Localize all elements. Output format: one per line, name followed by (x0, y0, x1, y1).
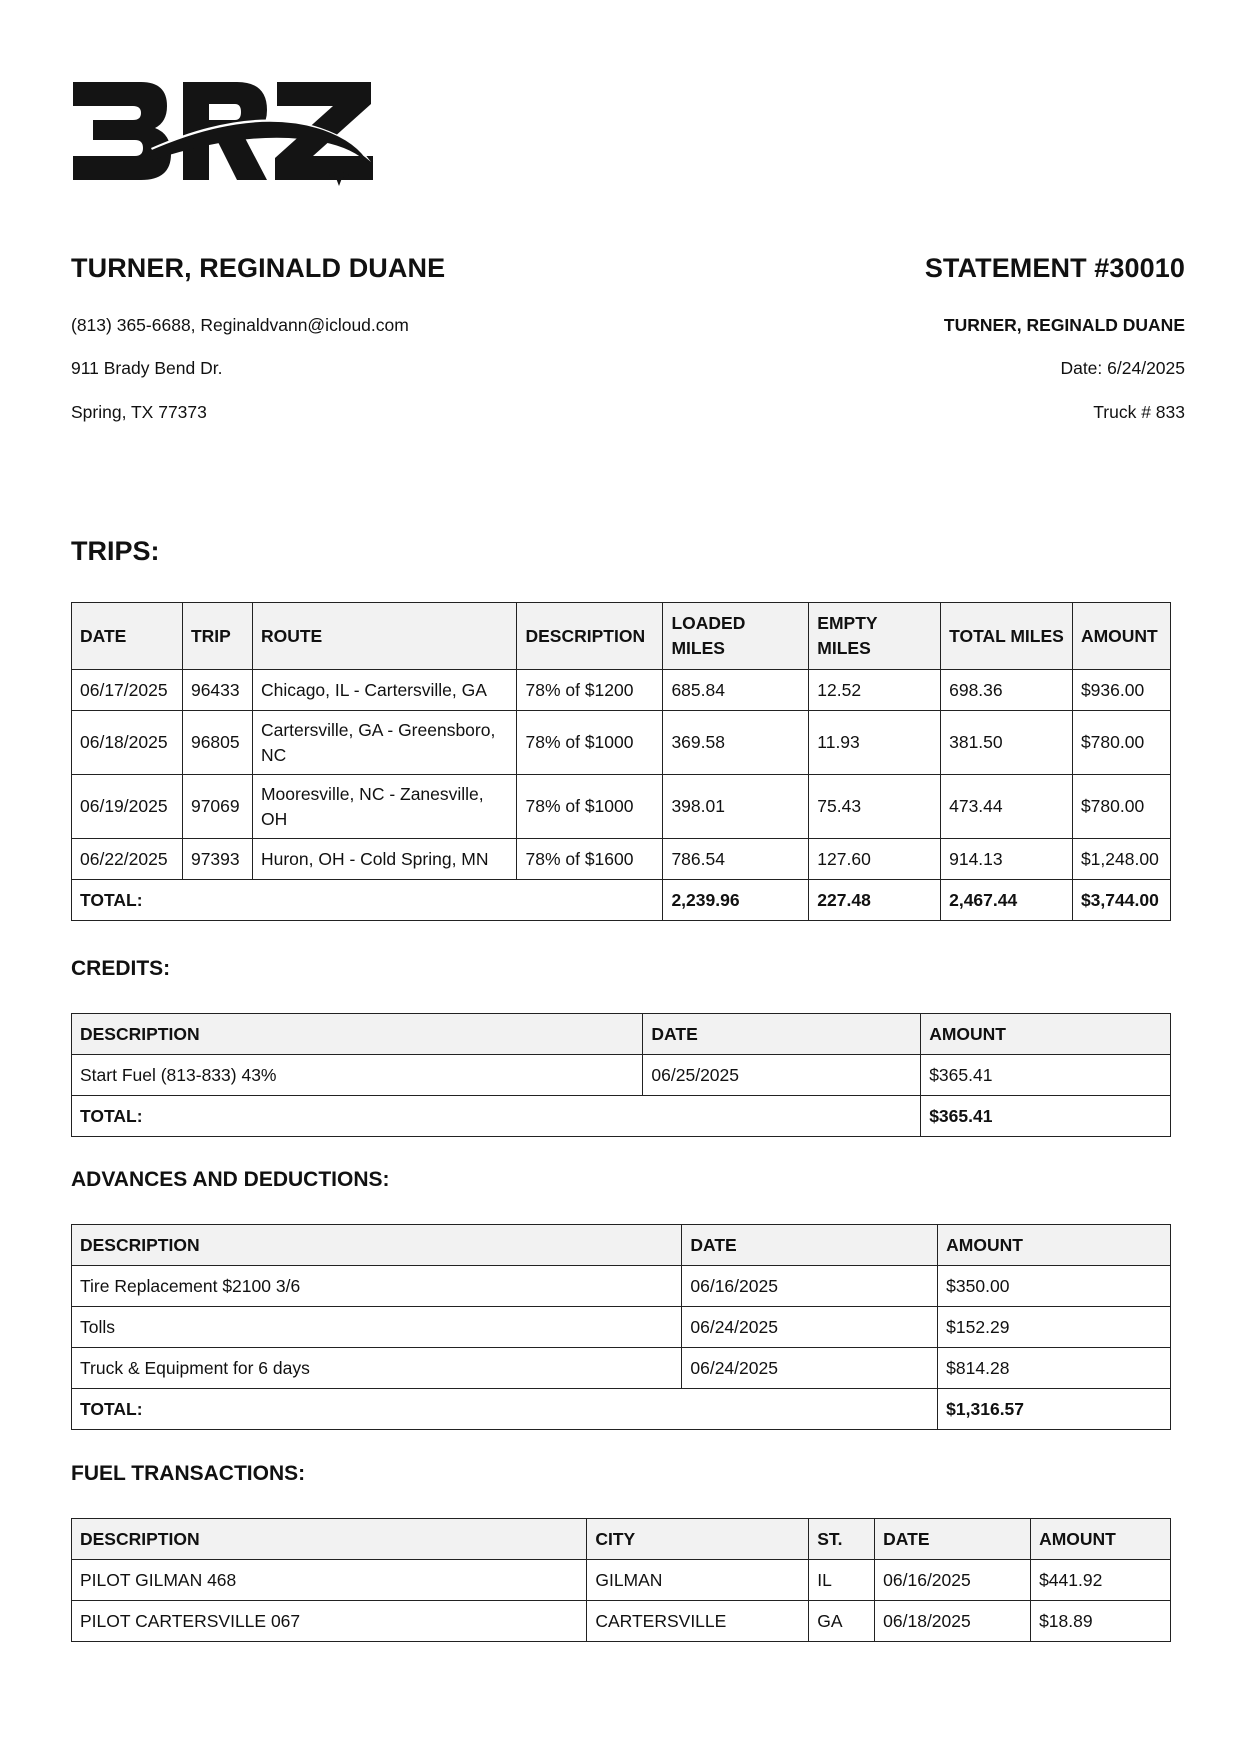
table-cell: Tolls (72, 1307, 682, 1348)
trips-table (71, 602, 1171, 921)
table-row (72, 1601, 1171, 1642)
driver-address-line1: 911 Brady Bend Dr. (71, 358, 223, 378)
table-row (72, 1560, 1171, 1601)
table-cell: Huron, OH - Cold Spring, MN (252, 839, 517, 880)
table-cell: 698.36 (941, 670, 1073, 711)
credits-table (71, 1013, 1171, 1137)
table-row (72, 1348, 1171, 1389)
table-cell: 06/16/2025 (875, 1560, 1031, 1601)
table-cell: 06/24/2025 (682, 1307, 938, 1348)
column-header: DESCRIPTION (72, 1519, 587, 1560)
table-cell: CARTERSVILLE (587, 1601, 809, 1642)
column-header: DESCRIPTION (517, 603, 663, 670)
table-cell: 96805 (182, 711, 252, 775)
table-cell: 97069 (182, 775, 252, 839)
table-cell: $936.00 (1072, 670, 1170, 711)
table-cell: $441.92 (1031, 1560, 1171, 1601)
column-header: AMOUNT (938, 1225, 1171, 1266)
advances-table (71, 1224, 1171, 1430)
table-cell: 914.13 (941, 839, 1073, 880)
table-row (72, 1266, 1171, 1307)
table-cell: 127.60 (809, 839, 941, 880)
table-header-row (72, 1225, 1171, 1266)
table-cell: 473.44 (941, 775, 1073, 839)
total-amount: $365.41 (921, 1096, 1171, 1137)
table-cell: 11.93 (809, 711, 941, 775)
table-cell: $365.41 (921, 1055, 1171, 1096)
table-cell: Start Fuel (813-833) 43% (72, 1055, 643, 1096)
total-row (72, 1389, 1171, 1430)
table-cell: 06/22/2025 (72, 839, 183, 880)
table-cell: 06/16/2025 (682, 1266, 938, 1307)
table-cell: 685.84 (663, 670, 809, 711)
column-header: DATE (72, 603, 183, 670)
table-cell: Cartersville, GA - Greensboro, NC (252, 711, 517, 775)
table-cell: 06/25/2025 (643, 1055, 921, 1096)
statement-title: STATEMENT #30010 (924, 253, 1185, 283)
credits-title: CREDITS: (71, 957, 171, 980)
driver-address-line2: Spring, TX 77373 (71, 402, 207, 422)
statement-truck: Truck # 833 (1093, 402, 1185, 422)
total-empty-miles: 227.48 (809, 880, 941, 921)
table-cell: 78% of $1600 (517, 839, 663, 880)
column-header: TRIP (182, 603, 252, 670)
table-row (72, 711, 1171, 775)
column-header: ROUTE (252, 603, 517, 670)
table-cell: 381.50 (941, 711, 1073, 775)
table-row (72, 839, 1171, 880)
table-cell: GA (809, 1601, 875, 1642)
table-cell: 75.43 (809, 775, 941, 839)
table-cell: 06/18/2025 (875, 1601, 1031, 1642)
table-cell: PILOT CARTERSVILLE 067 (72, 1601, 587, 1642)
total-miles: 2,467.44 (941, 880, 1073, 921)
driver-name: TURNER, REGINALD DUANE (71, 253, 446, 283)
trips-title: TRIPS: (71, 536, 160, 566)
table-cell: 06/24/2025 (682, 1348, 938, 1389)
fuel-table (71, 1518, 1171, 1642)
table-cell: 97393 (182, 839, 252, 880)
table-row (72, 1307, 1171, 1348)
table-cell: 78% of $1000 (517, 775, 663, 839)
table-cell: 786.54 (663, 839, 809, 880)
table-cell: Mooresville, NC - Zanesville, OH (252, 775, 517, 839)
driver-info (71, 252, 671, 422)
table-cell: 78% of $1200 (517, 670, 663, 711)
fuel-title: FUEL TRANSACTIONS: (71, 1462, 306, 1485)
table-cell: 78% of $1000 (517, 711, 663, 775)
column-header: CITY (587, 1519, 809, 1560)
table-header-row (72, 603, 1171, 670)
statement-date: Date: 6/24/2025 (1060, 358, 1185, 378)
total-label: TOTAL: (72, 1096, 921, 1137)
column-header: AMOUNT (1031, 1519, 1171, 1560)
column-header: TOTAL MILES (941, 603, 1073, 670)
column-header: DATE (875, 1519, 1031, 1560)
table-row (72, 670, 1171, 711)
column-header: AMOUNT (921, 1014, 1171, 1055)
column-header: AMOUNT (1072, 603, 1170, 670)
total-amount: $1,316.57 (938, 1389, 1171, 1430)
statement-name: TURNER, REGINALD DUANE (943, 315, 1185, 335)
column-header: DESCRIPTION (72, 1014, 643, 1055)
table-cell: Tire Replacement $2100 3/6 (72, 1266, 682, 1307)
column-header: EMPTY MILES (809, 603, 941, 670)
table-cell: $1,248.00 (1072, 839, 1170, 880)
column-header: DATE (682, 1225, 938, 1266)
total-label: TOTAL: (72, 880, 663, 921)
total-loaded-miles: 2,239.96 (663, 880, 809, 921)
table-cell: Truck & Equipment for 6 days (72, 1348, 682, 1389)
total-label: TOTAL: (72, 1389, 938, 1430)
column-header: DATE (643, 1014, 921, 1055)
table-cell: $780.00 (1072, 711, 1170, 775)
table-cell: $350.00 (938, 1266, 1171, 1307)
statement-info (585, 252, 1185, 422)
column-header: LOADED MILES (663, 603, 809, 670)
table-cell: GILMAN (587, 1560, 809, 1601)
table-cell: 398.01 (663, 775, 809, 839)
table-cell: Chicago, IL - Cartersville, GA (252, 670, 517, 711)
table-cell: PILOT GILMAN 468 (72, 1560, 587, 1601)
table-cell: IL (809, 1560, 875, 1601)
table-cell: $152.29 (938, 1307, 1171, 1348)
table-cell: $780.00 (1072, 775, 1170, 839)
total-amount: $3,744.00 (1072, 880, 1170, 921)
table-cell: 12.52 (809, 670, 941, 711)
driver-contact: (813) 365-6688, Reginaldvann@icloud.com (71, 315, 409, 335)
table-cell: $18.89 (1031, 1601, 1171, 1642)
total-row (72, 880, 1171, 921)
table-cell: $814.28 (938, 1348, 1171, 1389)
total-row (72, 1096, 1171, 1137)
table-row (72, 1055, 1171, 1096)
column-header: ST. (809, 1519, 875, 1560)
table-cell: 06/17/2025 (72, 670, 183, 711)
company-logo (71, 76, 391, 194)
table-cell: 96433 (182, 670, 252, 711)
table-cell: 369.58 (663, 711, 809, 775)
table-cell: 06/18/2025 (72, 711, 183, 775)
table-row (72, 775, 1171, 839)
column-header: DESCRIPTION (72, 1225, 682, 1266)
brz-logo-icon (71, 76, 391, 194)
table-header-row (72, 1014, 1171, 1055)
table-header-row (72, 1519, 1171, 1560)
table-cell: 06/19/2025 (72, 775, 183, 839)
advances-title: ADVANCES AND DEDUCTIONS: (71, 1168, 390, 1191)
